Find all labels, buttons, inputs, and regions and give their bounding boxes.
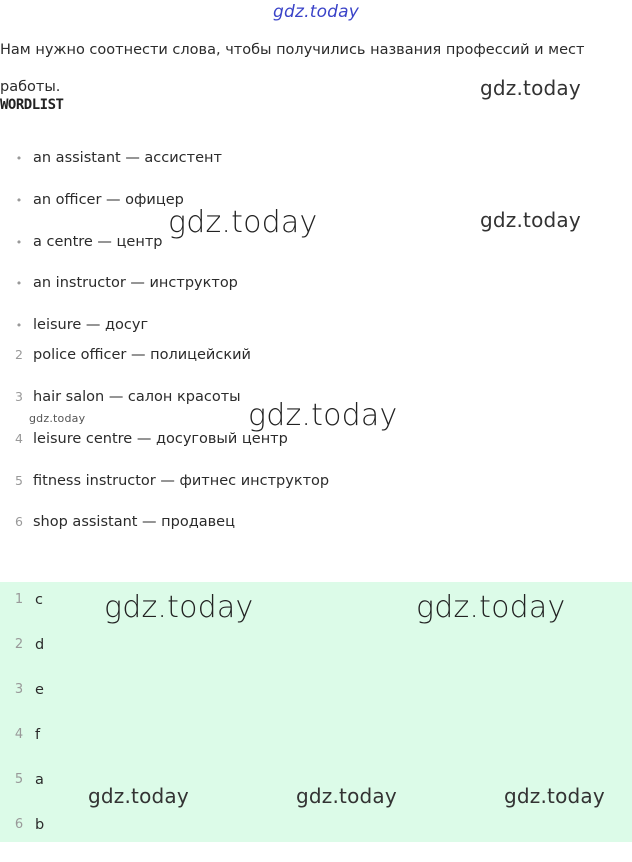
list-item-text: fitness instructor — фитнес инструктор: [33, 472, 330, 489]
answer-number: 1: [14, 592, 24, 607]
number-marker: 5: [15, 472, 23, 488]
list-item-text: leisure — досуг: [33, 317, 149, 334]
list-item-text: police officer — полицейский: [33, 347, 251, 364]
answer-row: [0, 817, 200, 862]
list-item: [0, 429, 620, 471]
list-item-text: hair salon — салон красоты: [33, 388, 241, 405]
answers-list: [0, 592, 200, 862]
answer-row: [0, 682, 200, 727]
list-item: [0, 345, 620, 387]
watermark: gdz.today: [29, 412, 86, 425]
answer-number: 5: [14, 772, 24, 787]
bullet-marker: •: [15, 277, 23, 291]
answers-panel: [0, 582, 632, 842]
wordlist-title: WORDLIST: [0, 97, 64, 113]
watermark: gdz.today: [504, 784, 605, 808]
list-item-text: leisure centre — досуговый центр: [33, 430, 288, 447]
list-item: [0, 148, 620, 190]
watermark-top: gdz.today: [273, 2, 360, 22]
answer-number: 6: [14, 817, 24, 832]
watermark: gdz.today: [248, 398, 398, 433]
watermark: gdz.today: [168, 205, 318, 240]
list-item-text: shop assistant — продавец: [33, 514, 235, 531]
number-marker: 4: [15, 430, 23, 446]
answer-number: 4: [14, 727, 24, 742]
number-marker: 2: [15, 347, 23, 363]
watermark: gdz.today: [480, 208, 581, 232]
answer-number: 2: [14, 637, 24, 652]
list-item: [0, 471, 620, 513]
watermark: gdz.today: [104, 590, 254, 625]
list-item: [0, 512, 620, 554]
watermark: gdz.today: [480, 76, 581, 100]
list-item-text: an assistant — ассистент: [33, 150, 222, 166]
list-item-text: an instructor — инструктор: [33, 275, 238, 292]
bullet-marker: •: [15, 152, 23, 165]
watermark: gdz.today: [88, 784, 189, 808]
list-item: [0, 315, 620, 345]
bullet-marker: •: [15, 193, 23, 207]
bullet-marker: •: [15, 319, 23, 333]
answer-row: [0, 727, 200, 772]
number-marker: 3: [15, 388, 23, 404]
number-marker: 6: [15, 514, 23, 530]
answer-value: b: [35, 817, 45, 833]
watermark: gdz.today: [296, 784, 397, 808]
answer-value: a: [35, 772, 44, 788]
answer-number: 3: [14, 682, 24, 697]
list-item: [0, 273, 620, 315]
answer-value: e: [35, 682, 44, 698]
answer-value: f: [35, 727, 41, 743]
answer-row: [0, 637, 200, 682]
bullet-marker: •: [15, 235, 23, 249]
list-item-text: a centre — центр: [33, 233, 163, 250]
watermark: gdz.today: [416, 590, 566, 625]
list-item-text: an officer — офицер: [33, 191, 184, 208]
answer-value: d: [35, 637, 45, 653]
answer-value: c: [35, 592, 43, 608]
intro-text: Нам нужно соотнести слова, чтобы получились названия профессий и мест работы.: [0, 42, 585, 95]
